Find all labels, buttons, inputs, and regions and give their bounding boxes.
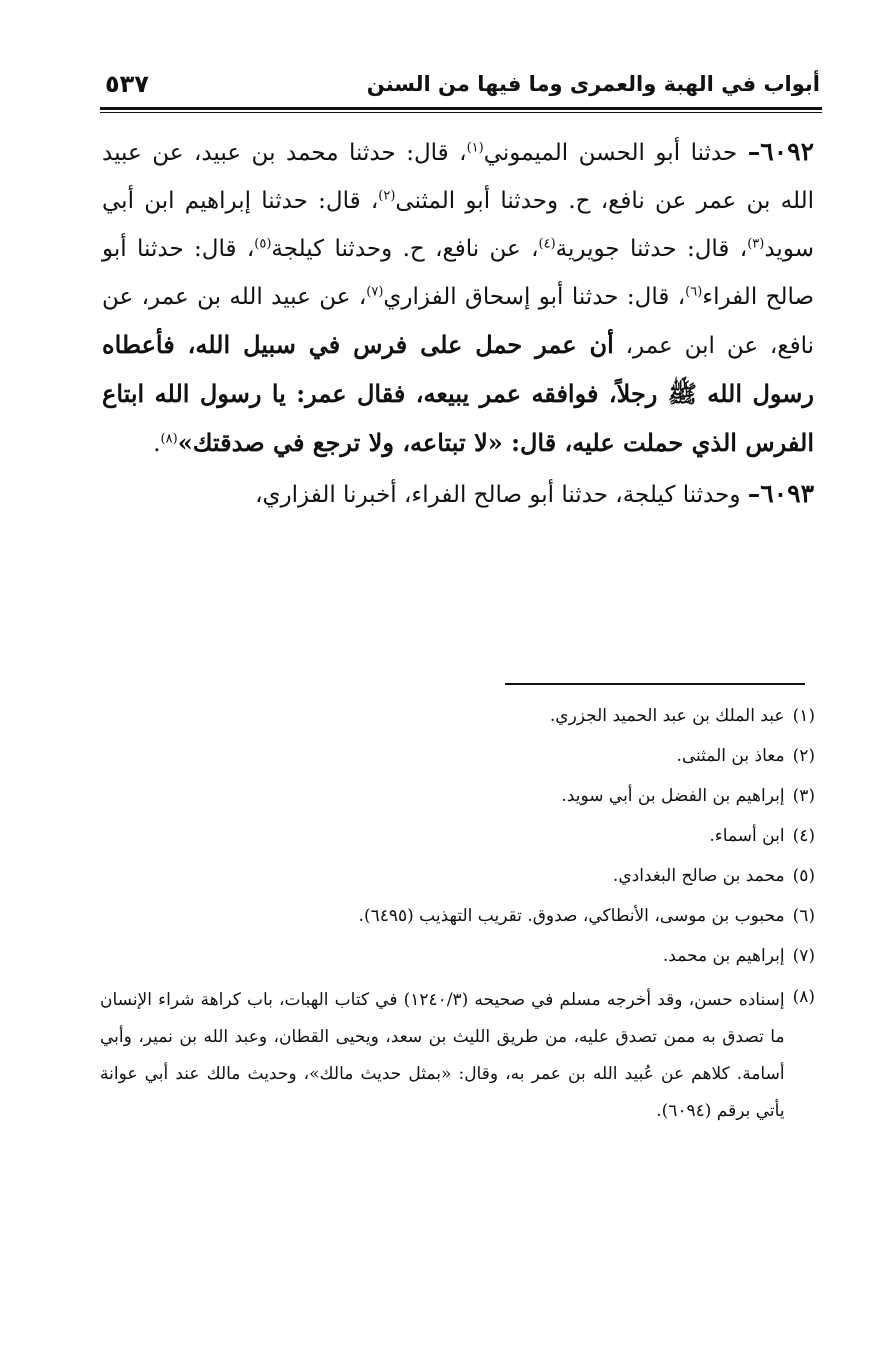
- footnote-ref[interactable]: (٨): [160, 431, 178, 447]
- footnote-ref[interactable]: (٥): [254, 236, 272, 252]
- hadith-matn-bold: أن عمر حمل على فرس في سبيل الله، فأعطاه رسول الله ﷺ رجلاً، فوافقه عمر يبيعه، فقال عمر: يا رسول الله ابتاع الفرس الذي حملت عليه، قال: «لا تبتاعه، ولا ترجع في صدقتك»: [102, 330, 814, 457]
- hadith-text: ، قال: حدثنا إبراهيم ابن أبي سويد: [102, 188, 814, 262]
- hadith-text: وحدثنا كيلجة، حدثنا أبو صالح الفراء، أخبرنا الفزاري،: [255, 482, 748, 508]
- footnote-text: محبوب بن موسى، الأنطاكي، صدوق. تقريب التهذيب (٦٤٩٥).: [358, 906, 785, 926]
- header-rule-thick: [100, 107, 822, 110]
- hadith-text: حدثنا أبو الحسن الميموني: [483, 140, 748, 166]
- footnote-number: (٢): [792, 746, 815, 766]
- main-text: [102, 128, 814, 519]
- footnote-item: [100, 702, 815, 730]
- footnote-text: ابن أسماء.: [709, 826, 785, 846]
- hadith-text: ، قال: حدثنا أبو صالح الفراء: [102, 236, 814, 310]
- hadith-text: ، قال: حدثنا أبو إسحاق الفزاري: [383, 284, 686, 310]
- hadith-text: ، قال: حدثنا محمد بن عبيد، عن عبيد الله بن عمر عن نافع، ح. وحدثنا أبو المثنى: [102, 140, 814, 214]
- footnote-text: إبراهيم بن الفضل بن أبي سويد.: [561, 786, 785, 806]
- footnote-number: (٥): [792, 866, 815, 886]
- footnote-ref[interactable]: (٤): [538, 236, 556, 252]
- hadith-text: .: [153, 431, 161, 457]
- footnote-separator: [505, 683, 805, 685]
- footnote-item: [100, 742, 815, 770]
- hadith-text: ، قال: حدثنا جويرية: [555, 236, 748, 262]
- footnote-ref[interactable]: (١): [466, 140, 484, 156]
- footnote-item: [100, 982, 815, 1130]
- running-header: [105, 70, 820, 104]
- footnote-text: محمد بن صالح البغدادي.: [612, 866, 785, 886]
- hadith-number: ٦٠٩٢–: [747, 137, 814, 166]
- footnote-number: (٦): [792, 906, 815, 926]
- footnotes: [100, 702, 815, 1130]
- footnote-number: (٤): [792, 826, 815, 846]
- footnote-item: [100, 902, 815, 930]
- hadith-6092: [102, 128, 814, 468]
- footnote-text: معاذ بن المثنى.: [676, 746, 785, 766]
- page-number: ٥٣٧: [105, 70, 149, 98]
- footnote-item: [100, 942, 815, 970]
- footnote-number: (٣): [792, 786, 815, 806]
- footnote-number: (١): [792, 706, 815, 726]
- header-title: أبواب في الهبة والعمرى وما فيها من السنن: [366, 72, 820, 96]
- footnote-text: إسناده حسن، وقد أخرجه مسلم في صحيحه (١٢٤٠/٣) في كتاب الهبات، باب كراهة شراء الإنسان ما تصدق به ممن تصدق عليه، من طريق الليث بن سعد، ويحيى القطان، وعبد الله بن نمير، وأبي أسامة. كلاهم عن عُبيد الله بن عمر به، وقال: «بمثل حديث مالك»، وحديث مالك عند أبي عوانة يأتي برقم (٦٠٩٤).: [100, 990, 785, 1121]
- footnote-number: (٨): [792, 987, 815, 1007]
- footnote-ref[interactable]: (٢): [378, 188, 396, 204]
- hadith-text: ، عن عبيد الله بن عمر، عن نافع، عن ابن عمر،: [102, 284, 814, 359]
- footnote-item: [100, 822, 815, 850]
- header-rule-thin: [100, 112, 822, 113]
- hadith-6093: [102, 470, 814, 519]
- hadith-number: ٦٠٩٣–: [747, 479, 814, 508]
- footnote-item: [100, 782, 815, 810]
- footnote-item: [100, 862, 815, 890]
- hadith-text: ، عن نافع، ح. وحدثنا كيلجة: [271, 236, 539, 262]
- footnote-text: عبد الملك بن عبد الحميد الجزري.: [549, 706, 785, 726]
- footnote-ref[interactable]: (٧): [366, 284, 384, 300]
- footnote-number: (٧): [792, 946, 815, 966]
- footnote-ref[interactable]: (٦): [685, 284, 703, 300]
- footnote-ref[interactable]: (٣): [747, 236, 765, 252]
- footnote-text: إبراهيم بن محمد.: [662, 946, 785, 966]
